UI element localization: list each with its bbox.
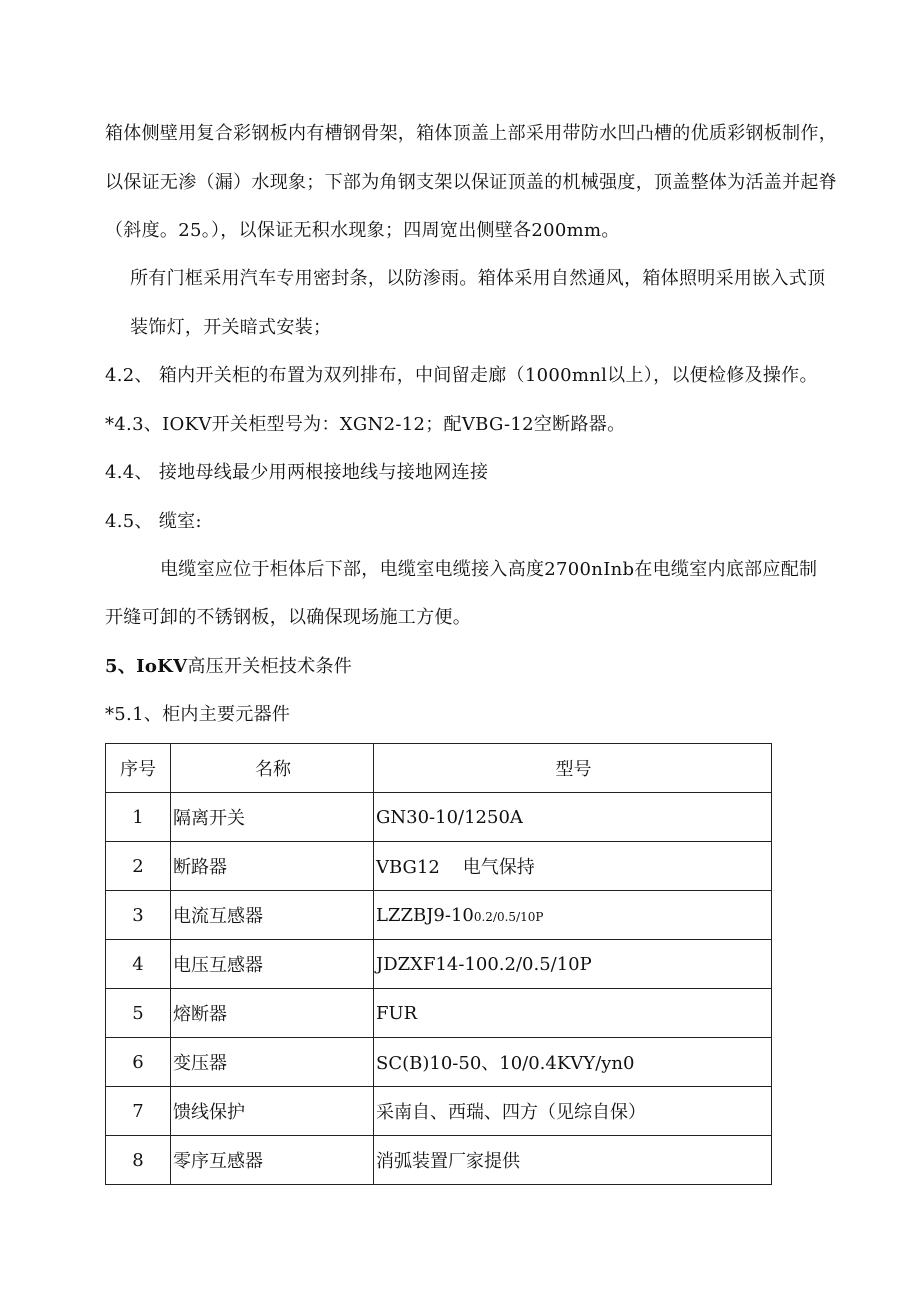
table-row [106, 793, 772, 842]
table-row [106, 989, 772, 1038]
cell-model: VBG12 电气保持 [374, 842, 772, 891]
cell-no: 1 [106, 793, 171, 842]
paragraph-line: （斜度。25。），以保证无积水现象；四周宽出侧壁各200mm。 [105, 220, 620, 241]
cell-name: 电压互感器 [171, 940, 374, 989]
section-5-number: 5、IoKV [105, 656, 188, 677]
cell-name: 断路器 [171, 842, 374, 891]
paragraph-line: 箱体侧壁用复合彩钢板内有槽钢骨架，箱体顶盖上部采用带防水凹凸槽的优质彩钢板制作， [105, 123, 837, 144]
paragraph-line: 开缝可卸的不锈钢板，以确保现场施工方便。 [105, 607, 471, 628]
table-row [106, 1038, 772, 1087]
cell-no: 4 [106, 940, 171, 989]
cell-name: 熔断器 [171, 989, 374, 1038]
table-header-row [106, 744, 772, 793]
header-name: 名称 [171, 744, 374, 793]
section-5-title: 高压开关柜技术条件 [187, 656, 353, 677]
cell-model [374, 891, 772, 940]
cell-name: 变压器 [171, 1038, 374, 1087]
cell-model: JDZXF14-100.2/0.5/10P [374, 940, 772, 989]
cell-no: 3 [106, 891, 171, 940]
header-no: 序号 [106, 744, 171, 793]
header-model: 型号 [374, 744, 772, 793]
cell-name: 馈线保护 [171, 1087, 374, 1136]
model-main: LZZBJ9-10 [376, 904, 474, 926]
cell-model: FUR [374, 989, 772, 1038]
section-4-3: *4.3、IOKV开关柜型号为：XGN2-12；配VBG-12空断路器。 [105, 414, 626, 435]
cell-model: GN30-10/1250A [374, 793, 772, 842]
cell-no: 7 [106, 1087, 171, 1136]
table-row [106, 891, 772, 940]
table-row [106, 1087, 772, 1136]
paragraph-line: 所有门框采用汽车专用密封条，以防渗雨。箱体采用自然通风，箱体照明采用嵌入式顶 [130, 268, 826, 289]
cell-name: 隔离开关 [171, 793, 374, 842]
section-4-2: 4.2、 箱内开关柜的布置为双列排布，中间留走廊（1000mnl以上），以便检修及操作。 [105, 365, 818, 386]
cell-no: 5 [106, 989, 171, 1038]
section-5-1: *5.1、柜内主要元器件 [105, 704, 291, 725]
cell-no: 6 [106, 1038, 171, 1087]
cell-no: 2 [106, 842, 171, 891]
cell-no: 8 [106, 1136, 171, 1185]
cell-name: 零序互感器 [171, 1136, 374, 1185]
table-row [106, 940, 772, 989]
paragraph-line: 电缆室应位于柜体后下部，电缆室电缆接入高度2700nInb在电缆室内底部应配制 [160, 559, 818, 580]
cell-model: 消弧装置厂家提供 [374, 1136, 772, 1185]
cell-model: 采南自、西瑞、四方（见综自保） [374, 1087, 772, 1136]
section-4-5: 4.5、 缆室: [105, 511, 202, 532]
paragraph-line: 以保证无渗（漏）水现象；下部为角钢支架以保证顶盖的机械强度，顶盖整体为活盖并起脊 [105, 172, 837, 193]
cell-name: 电流互感器 [171, 891, 374, 940]
model-accuracy: 0.2/0.5/10P [473, 909, 544, 924]
table-row [106, 842, 772, 891]
section-5-heading [105, 655, 352, 679]
components-table [105, 743, 772, 1185]
table-row [106, 1136, 772, 1185]
cell-model: SC(B)10-50、10/0.4KVY/yn0 [374, 1038, 772, 1087]
section-4-4: 4.4、 接地母线最少用两根接地线与接地网连接 [105, 462, 489, 483]
paragraph-line: 装饰灯，开关暗式安装； [130, 317, 332, 338]
